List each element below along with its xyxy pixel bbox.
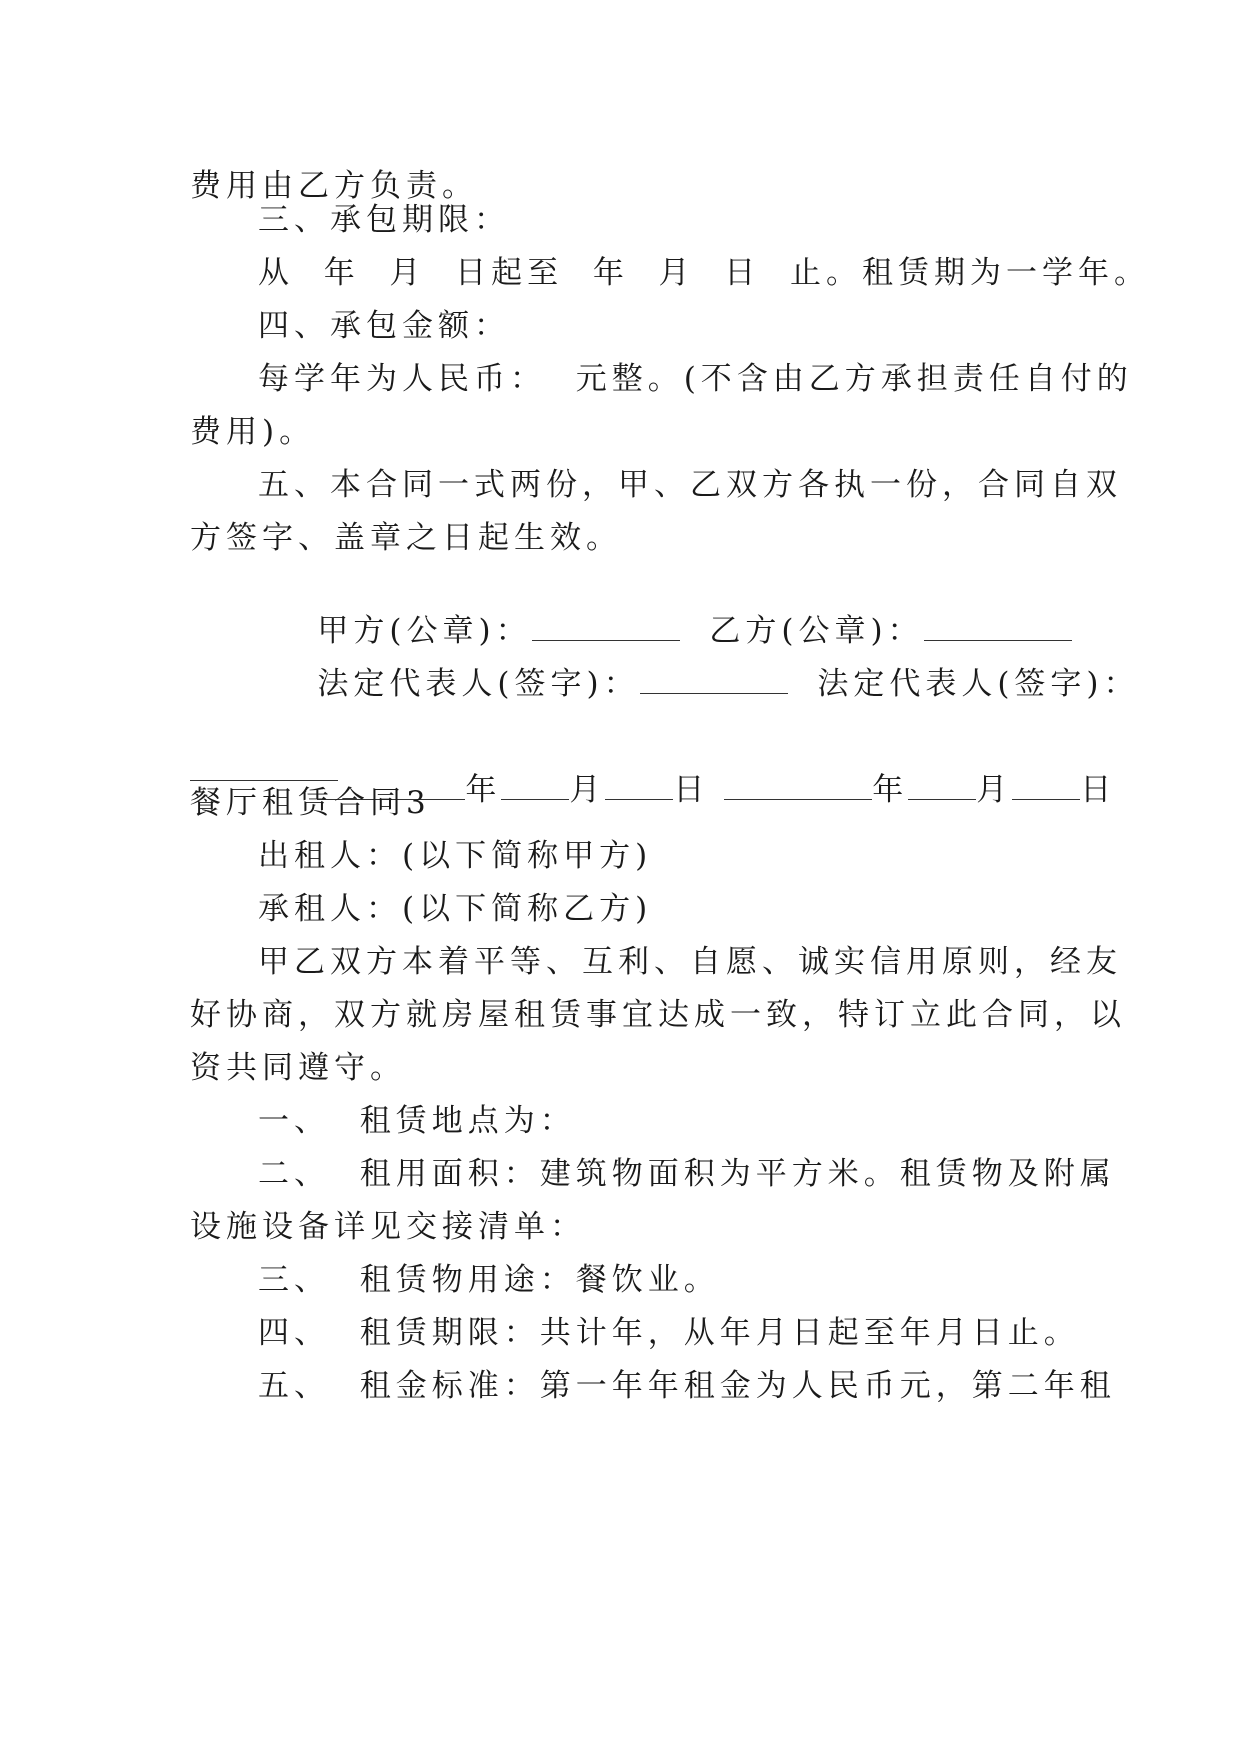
text-line: 五、本合同一式两份，甲、乙双方各执一份，合同自双 <box>258 467 1122 503</box>
party-b-seal-label: 乙方(公章)： <box>709 613 924 649</box>
text-line: 每学年为人民币： 元整。(不含由乙方承担责任自付的 <box>258 361 1133 397</box>
contract-title: 餐厅租赁合同3 <box>190 785 431 821</box>
clause-rent: 五、 租金标准：第一年年租金为人民币元，第二年租 <box>258 1368 1116 1404</box>
signature-line <box>258 624 1140 702</box>
clause-purpose: 三、 租赁物用途：餐饮业。 <box>258 1262 720 1298</box>
text-line: 甲乙双方本着平等、互利、自愿、诚实信用原则，经友 <box>258 944 1122 980</box>
day-label: 日 <box>673 772 710 808</box>
clause-area: 二、 租用面积：建筑物面积为平方米。租赁物及附属 <box>258 1156 1116 1192</box>
party-b-rep-label: 法定代表人(签字)： <box>817 666 1140 702</box>
seal-line <box>258 571 1068 649</box>
lessor-line: 出租人：(以下简称甲方) <box>258 838 653 874</box>
clause-location: 一、 租赁地点为： <box>258 1103 576 1139</box>
text-line: 设施设备详见交接清单： <box>190 1209 586 1245</box>
section-heading-term: 三、承包期限： <box>258 202 510 238</box>
month-label: 月 <box>569 772 606 808</box>
party-a-rep-label: 法定代表人(签字)： <box>317 666 640 702</box>
party-a-rep-blank <box>640 667 788 694</box>
year-label: 年 <box>872 772 909 808</box>
date-line <box>258 730 1117 808</box>
day-label: 日 <box>1080 772 1117 808</box>
text-line: 从 年 月 日起至 年 月 日 止。租赁期为一学年。 <box>258 255 1150 291</box>
clause-term: 四、 租赁期限：共计年，从年月日起至年月日止。 <box>258 1315 1080 1351</box>
text-line: 费用)。 <box>190 414 316 450</box>
text-line: 好协商，双方就房屋租赁事宜达成一致，特订立此合同，以 <box>190 997 1126 1033</box>
party-a-seal-label: 甲方(公章)： <box>317 613 532 649</box>
lessee-line: 承租人：(以下简称乙方) <box>258 891 653 927</box>
text-line: 资共同遵守。 <box>190 1050 406 1086</box>
month-label: 月 <box>976 772 1013 808</box>
section-heading-amount: 四、承包金额： <box>258 308 510 344</box>
text-line: 费用由乙方负责。 <box>190 168 478 204</box>
year-label: 年 <box>465 772 502 808</box>
text-line: 方签字、盖章之日起生效。 <box>190 520 622 556</box>
